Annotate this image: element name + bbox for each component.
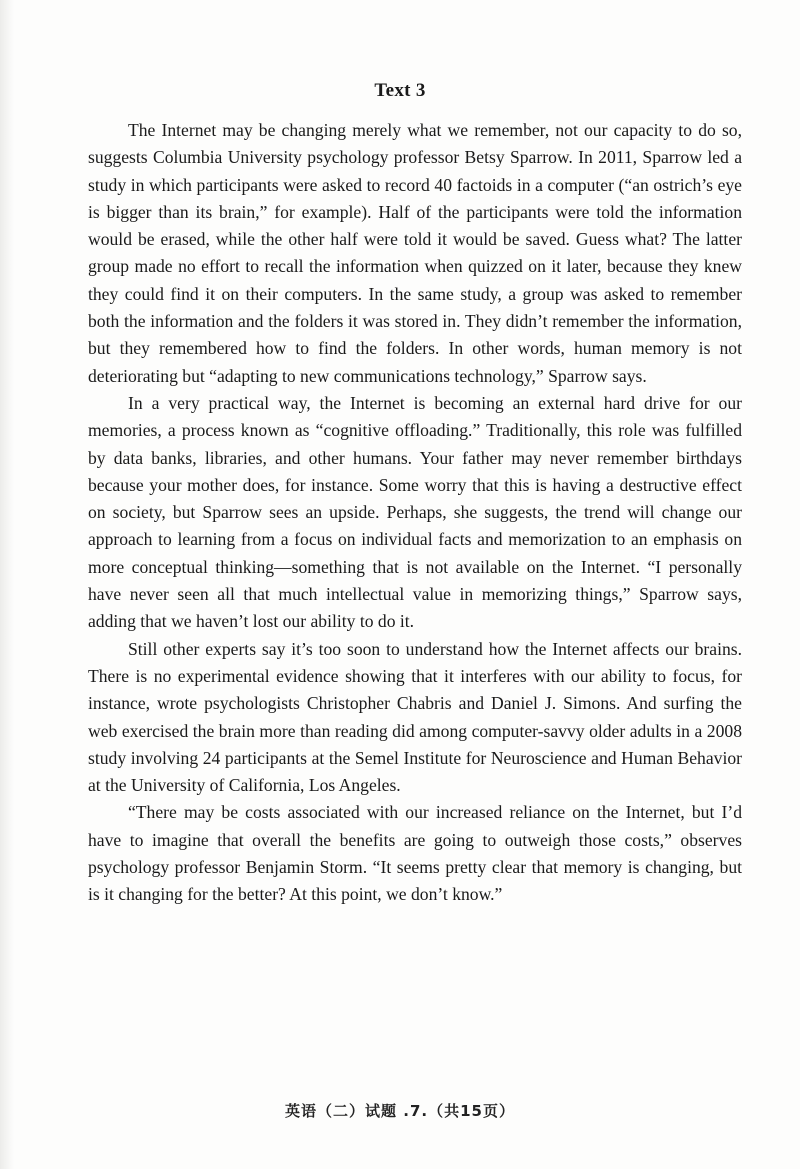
passage-body [88,117,742,909]
paragraph-3: Still other experts say it’s too soon to understand how the Internet affects our brains. There is no experimental evidence showing that it interferes with our ability to focus, for instance, wrote psychologists Christopher Chabris and Daniel J. Simons. And surfing the web exercised the brain more than reading did among computer-savvy older adults in a 2008 study involving 24 participants at the Semel Institute for Neuroscience and Human Behavior at the University of California, Los Angeles. [88,638,742,796]
paragraph-4: “There may be costs associated with our increased reliance on the Internet, but I’d have to imagine that overall the benefits are going to outweigh those costs,” observes psychology professor Benjamin Storm. “It seems pretty clear that memory is changing, but is it changing for the better? At this point, we don’t know.” [88,802,742,905]
paragraph-2: In a very practical way, the Internet is becoming an external hard drive for our memories, a process known as “cognitive offloading.” Traditionally, this role was fulfilled by data banks, libraries, and other humans. Your father may never remember birthdays because your mother does, for instance. Some worry that this is having a destructive effect on society, but Sparrow sees an upside. Perhaps, she suggests, the trend will change our approach to learning from a focus on individual facts and memorization to an emphasis on more conceptual thinking—something that is not available on the Internet. “I personally have never seen all that much intellectual value in memorizing things,” Sparrow says, adding that we haven’t lost our ability to do it. [88,392,742,632]
passage-title: Text 3 [374,80,426,101]
paragraph-1: The Internet may be changing merely what we remember, not our capacity to do so, suggests Columbia University psychology professor Betsy Sparrow. In 2011, Sparrow led a study in which participants were asked to record 40 factoids in a computer (“an ostrich’s eye is bigger than its brain,” for example). Half of the participants were told the information would be erased, while the other half were told it would be saved. Guess what? The latter group made no effort to recall the information when quizzed on it later, because they knew they could find it on their computers. In the same study, a group was asked to remember both the information and the folders it was stored in. They didn’t remember the information, but they remembered how to find the folders. In other words, human memory is not deteriorating but “adapting to new communications technology,” Sparrow says. [88,120,742,386]
scan-edge-shadow [0,0,14,1169]
page-footer: 英语（二）试题 .7.（共15页） [285,1102,515,1120]
